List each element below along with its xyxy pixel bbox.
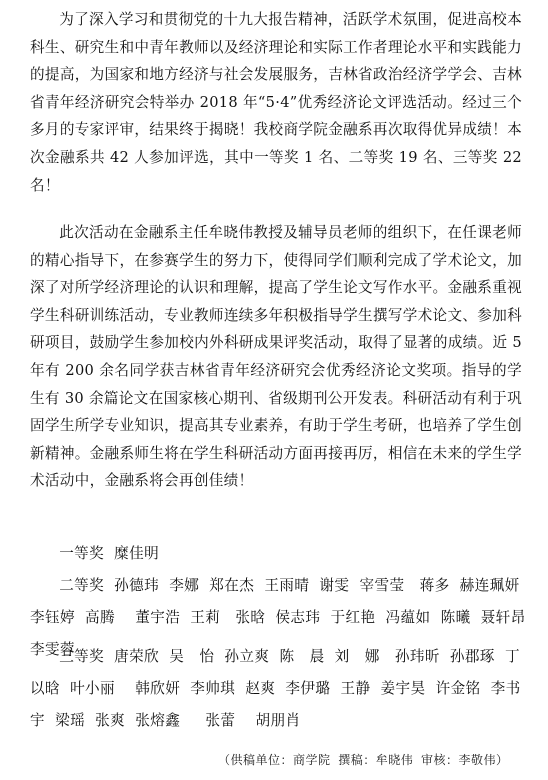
article-paragraph-1: 为了深入学习和贯彻党的十九大报告精神，活跃学术氛围，促进高校本科生、研究生和中青年教师以及经济理论和实际工作者理论水平和实践能力的提高，为国家和地方经济与社会发展服务，吉林省政治经济学学会、吉林省青年经济研究会特举办 2018 年“5·4”优秀经济论文评选活动。经过三个多月的专家评审，结果终于揭晓！我校商学院金融系再次取得优异成绩！本次金融系共 42 人参加评选，其中一等奖 1 名、二等奖 19 名、三等奖 22 名！ <box>30 11 522 194</box>
third-prize-names: 唐荣欣 吴 怡 孙立爽 陈 晨 刘 娜 孙玮昕 孙郡琢 丁以晗 叶小丽 韩欣妍 李帅琪 赵爽 李伊璐 王静 姜宇昊 许金铭 李书宇 梁瑶 张爽 张熔鑫 张蕾 胡朋肖 <box>30 648 521 729</box>
third-prize-list <box>30 641 530 737</box>
third-prize-label: 三等奖 <box>59 648 105 665</box>
first-prize-list <box>30 538 530 570</box>
first-prize-names: 糜佳明 <box>114 545 160 562</box>
article-paragraph-2: 此次活动在金融系主任牟晓伟教授及辅导员老师的组织下，在任课老师的精心指导下，在参赛学生的努力下，使得同学们顺利完成了学术论文，加深了对所学经济理论的认识和理解，提高了学生论文写作水平。金融系重视学生科研训练活动，专业教师连续多年积极指导学生撰写学术论文、参加科研项目，鼓励学生参加校内外科研成果评奖活动，取得了显著的成绩。近 5 年有 200 余名同学获吉林省青年经济研究会优秀经济论文奖项。指导的学生有 30 余篇论文在国家核心期刊、省级期刊公开发表。科研活动有利于巩固学生所学专业知识，提高其专业素养，有助于学生考研，也培养了学生创新精神。金融系师生将在学生科研活动方面再接再厉，相信在未来的学生学术活动中，金融系将会再创佳绩！ <box>30 224 522 490</box>
source-credit-line: （供稿单位：商学院 撰稿：牟晓伟 审核：李敬伟） <box>218 753 509 767</box>
second-prize-names: 孙德玮 李娜 郑在杰 王雨晴 谢雯 宰雪莹 蒋多 赫连珮妍 李钰婷 高腾 董宇浩 王莉 张晗 侯志玮 于红艳 冯蕴如 陈曦 聂轩昂 李雯蓉 <box>30 577 536 658</box>
first-prize-label: 一等奖 <box>59 545 105 562</box>
second-prize-label: 二等奖 <box>59 577 105 594</box>
